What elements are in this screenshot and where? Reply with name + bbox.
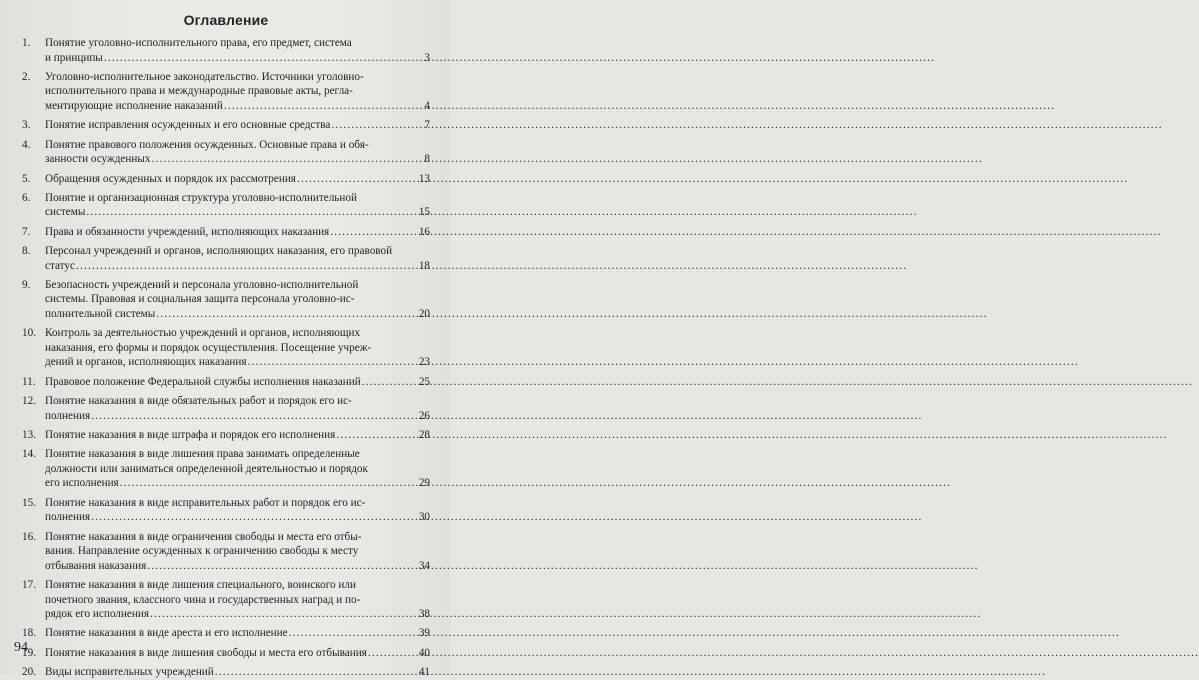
toc-entry-page: 25 (418, 375, 430, 388)
toc-entry-text (45, 496, 430, 525)
toc-entry-text (45, 138, 430, 167)
toc-entry-number: 14. (22, 448, 36, 461)
toc-entry[interactable] (22, 172, 430, 187)
toc-entry-line-text: Обращения осужденных и порядок их рассмотрения (45, 172, 296, 185)
toc-entry-line: Персонал учреждений и органов, исполняющих наказания, его правовой (45, 244, 393, 257)
toc-entry-line-text: и принципы (45, 51, 103, 64)
toc-entry-line: Понятие правового положения осужденных. Основные права и обя- (45, 138, 369, 151)
dot-leader (248, 355, 417, 370)
toc-entry-line-text: Права и обязанности учреждений, исполняющих наказания (45, 225, 330, 238)
book-page (0, 0, 450, 679)
toc-entry[interactable] (22, 375, 430, 390)
toc-entry-line-text: системы (45, 206, 86, 219)
toc-entry-line (45, 510, 430, 525)
toc-entry-line (45, 428, 430, 443)
toc-entry-text (45, 626, 430, 641)
toc-entry-page: 3 (424, 51, 430, 64)
toc-entry-number: 1. (22, 37, 31, 49)
toc-entry[interactable] (22, 225, 430, 240)
toc-entry[interactable] (22, 36, 430, 65)
dot-leader (120, 476, 417, 491)
toc-entry[interactable] (22, 138, 430, 167)
toc-entry-line: почетного звания, классного чина и государственных наград и по- (45, 593, 361, 606)
toc-entry-number: 8. (22, 244, 31, 257)
toc-entry-text (45, 278, 430, 322)
toc-entry[interactable] (22, 496, 430, 525)
toc-entry-line: Понятие наказания в виде лишения права занимать определенные (45, 448, 360, 461)
toc-entry-number: 5. (22, 172, 31, 185)
dot-leader (289, 626, 417, 641)
toc-entry-line (45, 225, 430, 240)
toc-entry-line (45, 259, 430, 274)
toc-entry-line (45, 51, 430, 66)
toc-entry-page: 40 (418, 646, 430, 659)
toc-entry-line-text: его исполнения (45, 477, 119, 490)
toc-entry-line: Понятие наказания в виде исправительных работ и порядок его ис- (45, 496, 366, 509)
toc-entry-line-text: дений и органов, исполняющих наказания (45, 356, 247, 369)
toc-entry[interactable] (22, 530, 430, 574)
toc-entry-line-text: Понятие наказания в виде лишения свободы и места его отбывания (45, 646, 367, 659)
toc-entry-line: Понятие наказания в виде ограничения свободы и места его отбы- (45, 530, 362, 543)
toc-entry-page: 8 (424, 153, 430, 166)
toc-entry-number: 17. (22, 579, 36, 591)
toc-entry-page: 15 (418, 206, 430, 219)
toc-entry-line: Безопасность учреждений и персонала уголовно-исполнительной (45, 278, 359, 291)
toc-entry-line: Уголовно-исполнительное законодательство. Источники уголовно- (45, 70, 364, 83)
dot-leader (215, 665, 417, 680)
dot-leader (224, 99, 417, 114)
dot-leader (91, 510, 417, 525)
toc-entry-text (45, 665, 430, 680)
toc-entry-text (45, 394, 430, 423)
toc-entry-number: 18. (22, 627, 36, 640)
toc-entry-line (45, 409, 430, 424)
toc-entry-page: 26 (418, 409, 430, 422)
toc-entry-line (45, 172, 430, 187)
toc-entry-line: Контроль за деятельностью учреждений и органов, исполняющих (45, 327, 361, 340)
toc-entry-line: системы. Правовая и социальная защита персонала уголовно-ис- (45, 293, 355, 306)
toc-entry-page: 4 (424, 100, 430, 113)
toc-entry-line (45, 307, 430, 322)
toc-entry[interactable] (22, 326, 430, 370)
toc-entry-line-text: статус (45, 259, 75, 272)
toc-entry-line-text: ментирующие исполнение наказаний (45, 100, 223, 113)
toc-entry-line-text: Понятие наказания в виде штрафа и порядок его исполнения (45, 428, 336, 441)
toc-entry-line (45, 665, 430, 680)
dot-leader (91, 409, 417, 424)
toc-entry-line: Понятие уголовно-исполнительного права, его предмет, система (45, 37, 352, 49)
toc-entry-page: 28 (418, 428, 430, 441)
toc-entry-number: 20. (22, 666, 36, 679)
toc-entry[interactable] (22, 626, 430, 641)
page-title: Оглавление (183, 12, 269, 28)
dot-leader (151, 152, 417, 167)
toc-entry[interactable] (22, 646, 430, 661)
toc-entry-page: 18 (418, 259, 430, 272)
toc-entry-page: 34 (418, 559, 430, 572)
toc-entry-line (45, 607, 430, 622)
toc-entry-line-text: Виды исправительных учреждений (45, 666, 214, 679)
toc-entry-line (45, 626, 430, 641)
toc-entry-page: 23 (418, 356, 430, 369)
toc-entry-text (45, 447, 430, 491)
toc-entry-line-text: Понятие исправления осужденных и его основные средства (45, 119, 331, 132)
toc-entry-line-text: полнения (45, 409, 91, 422)
toc-entry-text (45, 118, 430, 133)
toc-entry-line-text: полнения (45, 511, 91, 524)
toc-entry-line (45, 559, 430, 574)
toc-entry-page: 29 (418, 477, 430, 490)
toc-entry[interactable] (22, 70, 430, 114)
toc-entry[interactable] (22, 394, 430, 423)
toc-entry-line (45, 646, 430, 661)
toc-entry-page: 30 (418, 511, 430, 524)
toc-entry-text (45, 70, 430, 114)
toc-entry-line: вания. Направление осужденных к ограничению свободы к месту (45, 545, 359, 558)
toc-entry[interactable] (22, 244, 430, 273)
toc-entry-number: 12. (22, 395, 36, 408)
toc-entry-text (45, 578, 430, 622)
toc-entry[interactable] (22, 278, 430, 322)
toc-entry-line: должности или заниматься определенной деятельностью и порядок (45, 462, 368, 475)
toc-entry-page: 16 (418, 225, 430, 238)
toc-entry-line (45, 476, 430, 491)
toc-entry-number: 19. (22, 646, 36, 659)
toc-entry[interactable] (22, 665, 430, 680)
toc-entry-number: 4. (22, 138, 31, 151)
toc-entry-number: 9. (22, 278, 31, 291)
dot-leader (331, 118, 417, 133)
toc-entry-page: 20 (418, 308, 430, 320)
toc-entry-number: 2. (22, 70, 31, 83)
toc-entry-page: 41 (418, 666, 430, 679)
toc-entry-number: 13. (22, 428, 36, 441)
toc-entry-text (45, 244, 430, 273)
toc-entry-line (45, 355, 430, 370)
toc-entry-text (45, 375, 430, 390)
toc-entry-text (45, 326, 430, 370)
toc-entry-number: 3. (22, 119, 31, 132)
toc-entry-line (45, 205, 430, 220)
toc-entry-page: 13 (418, 172, 430, 185)
dot-leader (76, 259, 417, 274)
dot-leader (156, 307, 417, 322)
toc-entry-page: 38 (418, 608, 430, 621)
toc-entry-line-text: Понятие наказания в виде ареста и его исполнение (45, 627, 288, 640)
toc-entry-line (45, 375, 430, 390)
toc-entry-text (45, 172, 430, 187)
toc-entry-text (45, 225, 430, 240)
dot-leader (147, 559, 417, 574)
toc-entry-line (45, 99, 430, 114)
toc-entry[interactable] (22, 447, 430, 491)
toc-entry-line: Понятие и организационная структура уголовно-исполнительной (45, 191, 357, 204)
toc-entry-number: 11. (22, 375, 36, 388)
toc-entry-text (45, 428, 430, 443)
dot-leader (297, 172, 417, 187)
dot-leader (336, 428, 417, 443)
page-number: 94 (14, 640, 28, 655)
toc-entry-line-text: Правовое положение Федеральной службы исполнения наказаний (45, 375, 361, 388)
toc-entry-number: 16. (22, 530, 36, 543)
toc-entry-number: 7. (22, 225, 31, 238)
toc-entry-line: Понятие наказания в виде обязательных работ и порядок его ис- (45, 395, 352, 408)
toc-entry-number: 6. (22, 191, 31, 204)
toc-entry-text (45, 191, 430, 220)
dot-leader (330, 225, 417, 240)
toc-entry[interactable] (22, 118, 430, 133)
toc-entry-line (45, 118, 430, 133)
dot-leader (150, 607, 417, 622)
toc-entry-line: Понятие наказания в виде лишения специального, воинского или (45, 579, 356, 591)
dot-leader (104, 51, 417, 66)
dot-leader (362, 375, 417, 390)
toc-entry-number: 10. (22, 327, 36, 340)
toc-entry-line-text: отбывания наказания (45, 559, 147, 572)
toc-entry-line-text: занности осужденных (45, 153, 151, 166)
table-of-contents (22, 36, 430, 680)
toc-entry[interactable] (22, 428, 430, 443)
toc-entry-line-text: полнительной системы (45, 308, 156, 320)
toc-entry-number: 15. (22, 496, 36, 509)
toc-entry-line: исполнительного права и международные правовые акты, регла- (45, 85, 353, 98)
toc-entry-page: 39 (418, 627, 430, 640)
toc-entry-line: наказания, его формы и порядок осуществления. Посещение учреж- (45, 341, 372, 354)
toc-entry-text (45, 36, 430, 65)
toc-entry-line (45, 152, 430, 167)
toc-entry-page: 7 (424, 119, 430, 132)
dot-leader (368, 646, 417, 661)
toc-entry-text (45, 530, 430, 574)
toc-entry-line-text: рядок его исполнения (45, 608, 149, 621)
toc-entry[interactable] (22, 191, 430, 220)
toc-entry[interactable] (22, 578, 430, 622)
toc-entry-text (45, 646, 430, 661)
dot-leader (86, 205, 417, 220)
